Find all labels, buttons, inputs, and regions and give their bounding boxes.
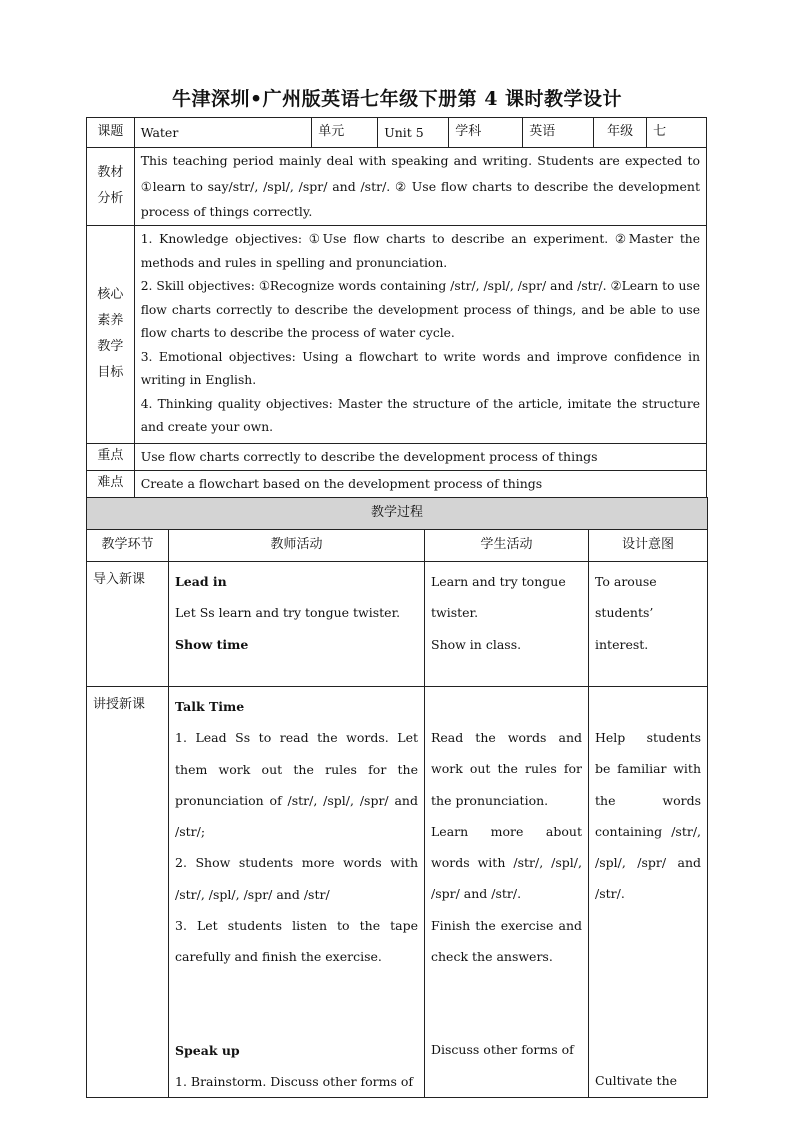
process-row-lead-in (87, 562, 708, 687)
objectives-text (134, 225, 706, 443)
page-title: 牛津深圳•广州版英语七年级下册第 4 课时教学设计 (171, 88, 623, 110)
teacher-step: 1. Lead Ss to read the words. Let them work out the rules for the pronunciation of /str/, /spl/, /spr/ and /str/; (175, 730, 418, 840)
difficulty-label: 难点 (87, 470, 135, 497)
teaching-process-table (86, 497, 708, 1098)
student-step: Learn more about words with /str/, /spl/, /spr/ and /str/. (431, 823, 582, 902)
student-step: Discuss other forms of (431, 1042, 574, 1058)
objective-item: 4. Thinking quality objectives: Master the structure of the article, imitate the structure and create your own. (140, 396, 700, 435)
topic-value: Water (134, 118, 312, 148)
teacher-step: 3. Let students listen to the tape carefully and finish the exercise. (175, 918, 418, 965)
info-row (87, 118, 707, 148)
process-row-new-lesson (87, 687, 708, 1098)
key-point-row (87, 443, 707, 470)
objective-item: 2. Skill objectives: ①Recognize words containing /str/, /spl/, /spr/ and /str/. ②Learn to use flow charts correctly to describe the development process of things, and be able to use flow charts to describe the process of water cycle. (140, 279, 700, 341)
spacer (431, 1003, 582, 1034)
objective-item: 1. Knowledge objectives: ①Use flow charts to describe an experiment. ②Master the methods and rules in spelling and pronunciation. (140, 232, 700, 270)
student-step: Finish the exercise and check the answers. (431, 917, 582, 965)
process-header: 教学过程 (87, 498, 708, 530)
unit-label: 单元 (312, 118, 378, 148)
analysis-label-line: 教材 (97, 165, 124, 181)
spacer (595, 1003, 701, 1034)
column-teacher: 教师活动 (169, 530, 425, 562)
key-point-text: Use flow charts correctly to describe the development process of things (134, 443, 706, 470)
teacher-heading: Talk Time (175, 699, 245, 714)
stage-cell: 讲授新课 (87, 687, 169, 1098)
teacher-cell (169, 562, 425, 687)
student-step: Read the words and work out the rules for the pronunciation. (431, 730, 582, 808)
spacer (431, 972, 582, 1003)
process-header-row (87, 498, 708, 530)
objectives-row (87, 225, 707, 443)
student-step: Show in class. (431, 636, 522, 652)
teacher-heading: Lead in (175, 574, 227, 589)
spacer (595, 691, 701, 722)
analysis-text: This teaching period mainly deal with speaking and writing. Students are expected to ①learn to say/str/, /spl/, /spr/ and /str/. ② Use flow charts to describe the development process of things correctly. (134, 148, 706, 226)
key-point-label: 重点 (87, 443, 135, 470)
objective-item: 3. Emotional objectives: Using a flowchart to write words and improve confidence in writing in English. (140, 349, 700, 388)
teacher-step: 2. Show students more words with /str/, /spl/, /spr/ and /str/ (175, 855, 418, 902)
teacher-step: Let Ss learn and try tongue twister. (175, 605, 401, 621)
column-stage: 教学环节 (87, 530, 169, 562)
spacer (595, 910, 701, 941)
column-intent: 设计意图 (589, 530, 708, 562)
subject-label: 学科 (449, 118, 523, 148)
difficulty-row (87, 470, 707, 497)
spacer (595, 941, 701, 972)
objectives-label-line: 核心 (97, 287, 124, 302)
intent-cell: To arouse students’ interest. (589, 562, 708, 687)
spacer (595, 972, 701, 1003)
teacher-step: 1. Brainstorm. Discuss other forms of (175, 1073, 414, 1089)
spacer (175, 973, 418, 1004)
grade-value: 七 (647, 118, 707, 148)
teacher-cell (169, 687, 425, 1098)
column-student: 学生活动 (425, 530, 589, 562)
spacer (595, 1034, 701, 1065)
objectives-label-line: 目标 (97, 365, 124, 380)
teacher-heading: Show time (175, 636, 249, 652)
objectives-label-line: 素养 (97, 313, 124, 328)
spacer (175, 1004, 418, 1035)
teacher-heading: Speak up (175, 1042, 240, 1058)
unit-value: Unit 5 (378, 118, 449, 148)
objectives-label-line: 教学 (97, 339, 124, 354)
lesson-info-table (86, 117, 707, 498)
topic-label: 课题 (87, 118, 135, 148)
student-cell (425, 687, 589, 1098)
analysis-label-line: 分析 (97, 191, 124, 207)
intent-cell (589, 687, 708, 1098)
student-cell (425, 562, 589, 687)
student-step: Learn and try tongue twister. (431, 574, 566, 621)
analysis-row (87, 148, 707, 226)
spacer (431, 691, 582, 722)
intent-text: Help students be familiar with the words containing /str/, /spl/, /spr/ and /str/. (595, 730, 702, 902)
subject-value: 英语 (523, 118, 594, 148)
process-columns-row (87, 530, 708, 562)
intent-text: Cultivate the (595, 1072, 678, 1088)
stage-cell: 导入新课 (87, 562, 169, 687)
grade-label: 年级 (594, 118, 647, 148)
objectives-label (87, 225, 135, 443)
analysis-label (87, 148, 135, 226)
difficulty-text: Create a flowchart based on the development process of things (134, 470, 706, 497)
